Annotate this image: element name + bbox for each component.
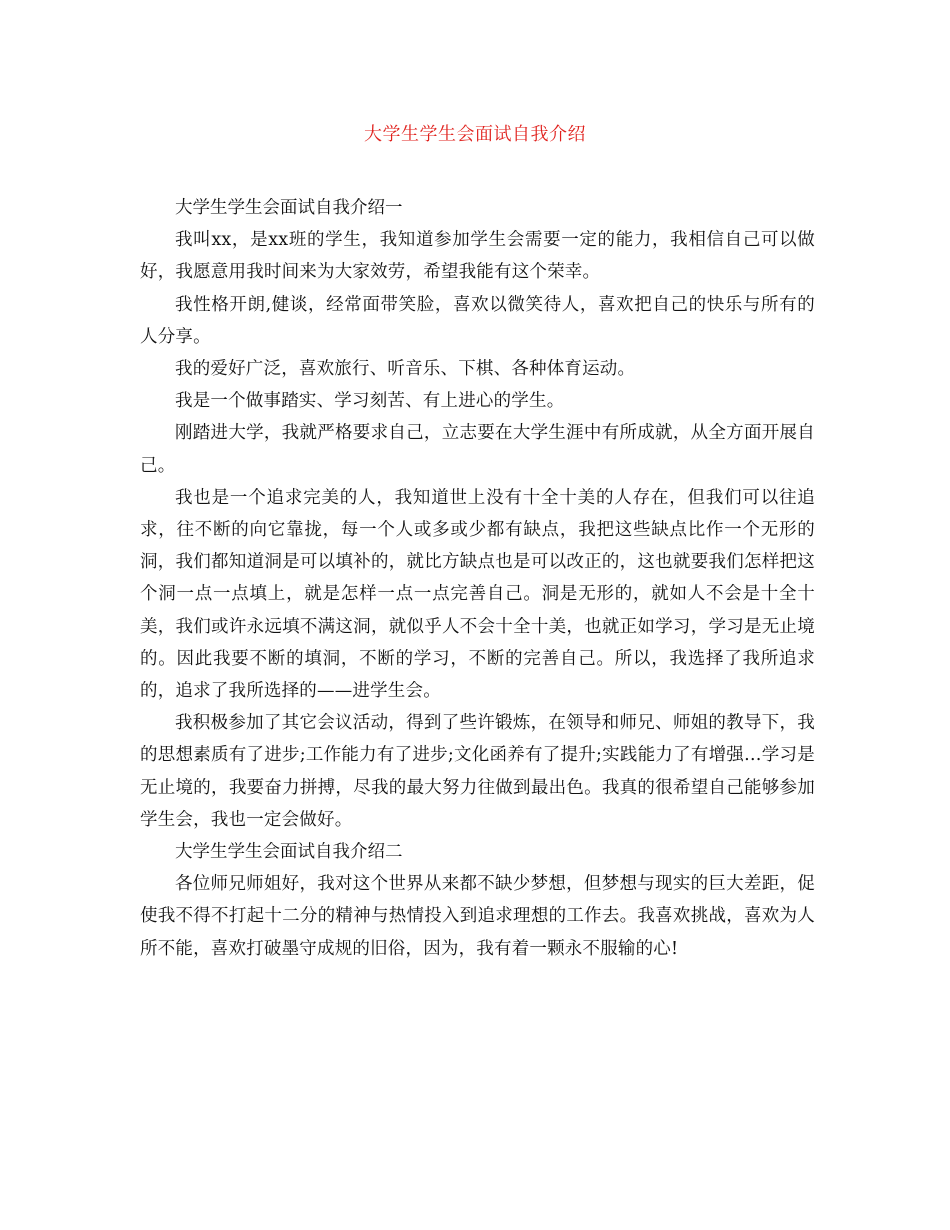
document-title: 大学生学生会面试自我介绍 — [364, 124, 586, 145]
paragraph: 刚踏进大学，我就严格要求自己，立志要在大学生涯中有所成就，从全方面开展自己。 — [140, 423, 815, 476]
document-body — [140, 192, 815, 965]
paragraph: 我的爱好广泛，喜欢旅行、听音乐、下棋、各种体育运动。 — [175, 359, 636, 380]
paragraph: 我也是一个追求完美的人，我知道世上没有十全十美的人存在，但我们可以往追求，往不断的向它靠拢，每一个人或多或少都有缺点，我把这些缺点比作一个无形的洞，我们都知道洞是可以填补的，就比方缺点也是可以改正的，这也就要我们怎样把这个洞一点一点填上，就是怎样一点一点完善自己。洞是无形的，就如人不会是十全十美，我们或许永远填不满这洞，就似乎人不会十全十美，也就正如学习，学习是无止境的。因此我要不断的填洞，不断的学习，不断的完善自己。所以，我选择了我所追求的，追求了我所选择的——进学生会。 — [140, 487, 815, 702]
paragraph: 我是一个做事踏实、学习刻苦、有上进心的学生。 — [175, 391, 565, 412]
paragraph: 我性格开朗,健谈，经常面带笑脸，喜欢以微笑待人，喜欢把自己的快乐与所有的人分享。 — [140, 294, 815, 347]
section-heading-1: 大学生学生会面试自我介绍一 — [175, 198, 403, 218]
paragraph: 我积极参加了其它会议活动，得到了些许锻炼，在领导和师兄、师姐的教导下，我的思想素质有了进步;工作能力有了进步;文化函养有了提升;实践能力了有增强…学习是无止境的，我要奋力拼搏，尽我的最大努力往做到最出色。我真的很希望自己能够参加学生会，我也一定会做好。 — [140, 713, 815, 830]
section-heading-2: 大学生学生会面试自我介绍二 — [175, 842, 403, 863]
paragraph: 我叫xx，是xx班的学生，我知道参加学生会需要一定的能力，我相信自己可以做好，我愿意用我时间来为大家效劳，希望我能有这个荣幸。 — [140, 230, 815, 283]
paragraph: 各位师兄师姐好，我对这个世界从来都不缺少梦想，但梦想与现实的巨大差距，促使我不得不打起十二分的精神与热情投入到追求理想的工作去。我喜欢挑战，喜欢为人所不能，喜欢打破墨守成规的旧俗，因为，我有着一颗永不服输的心! — [140, 874, 815, 959]
